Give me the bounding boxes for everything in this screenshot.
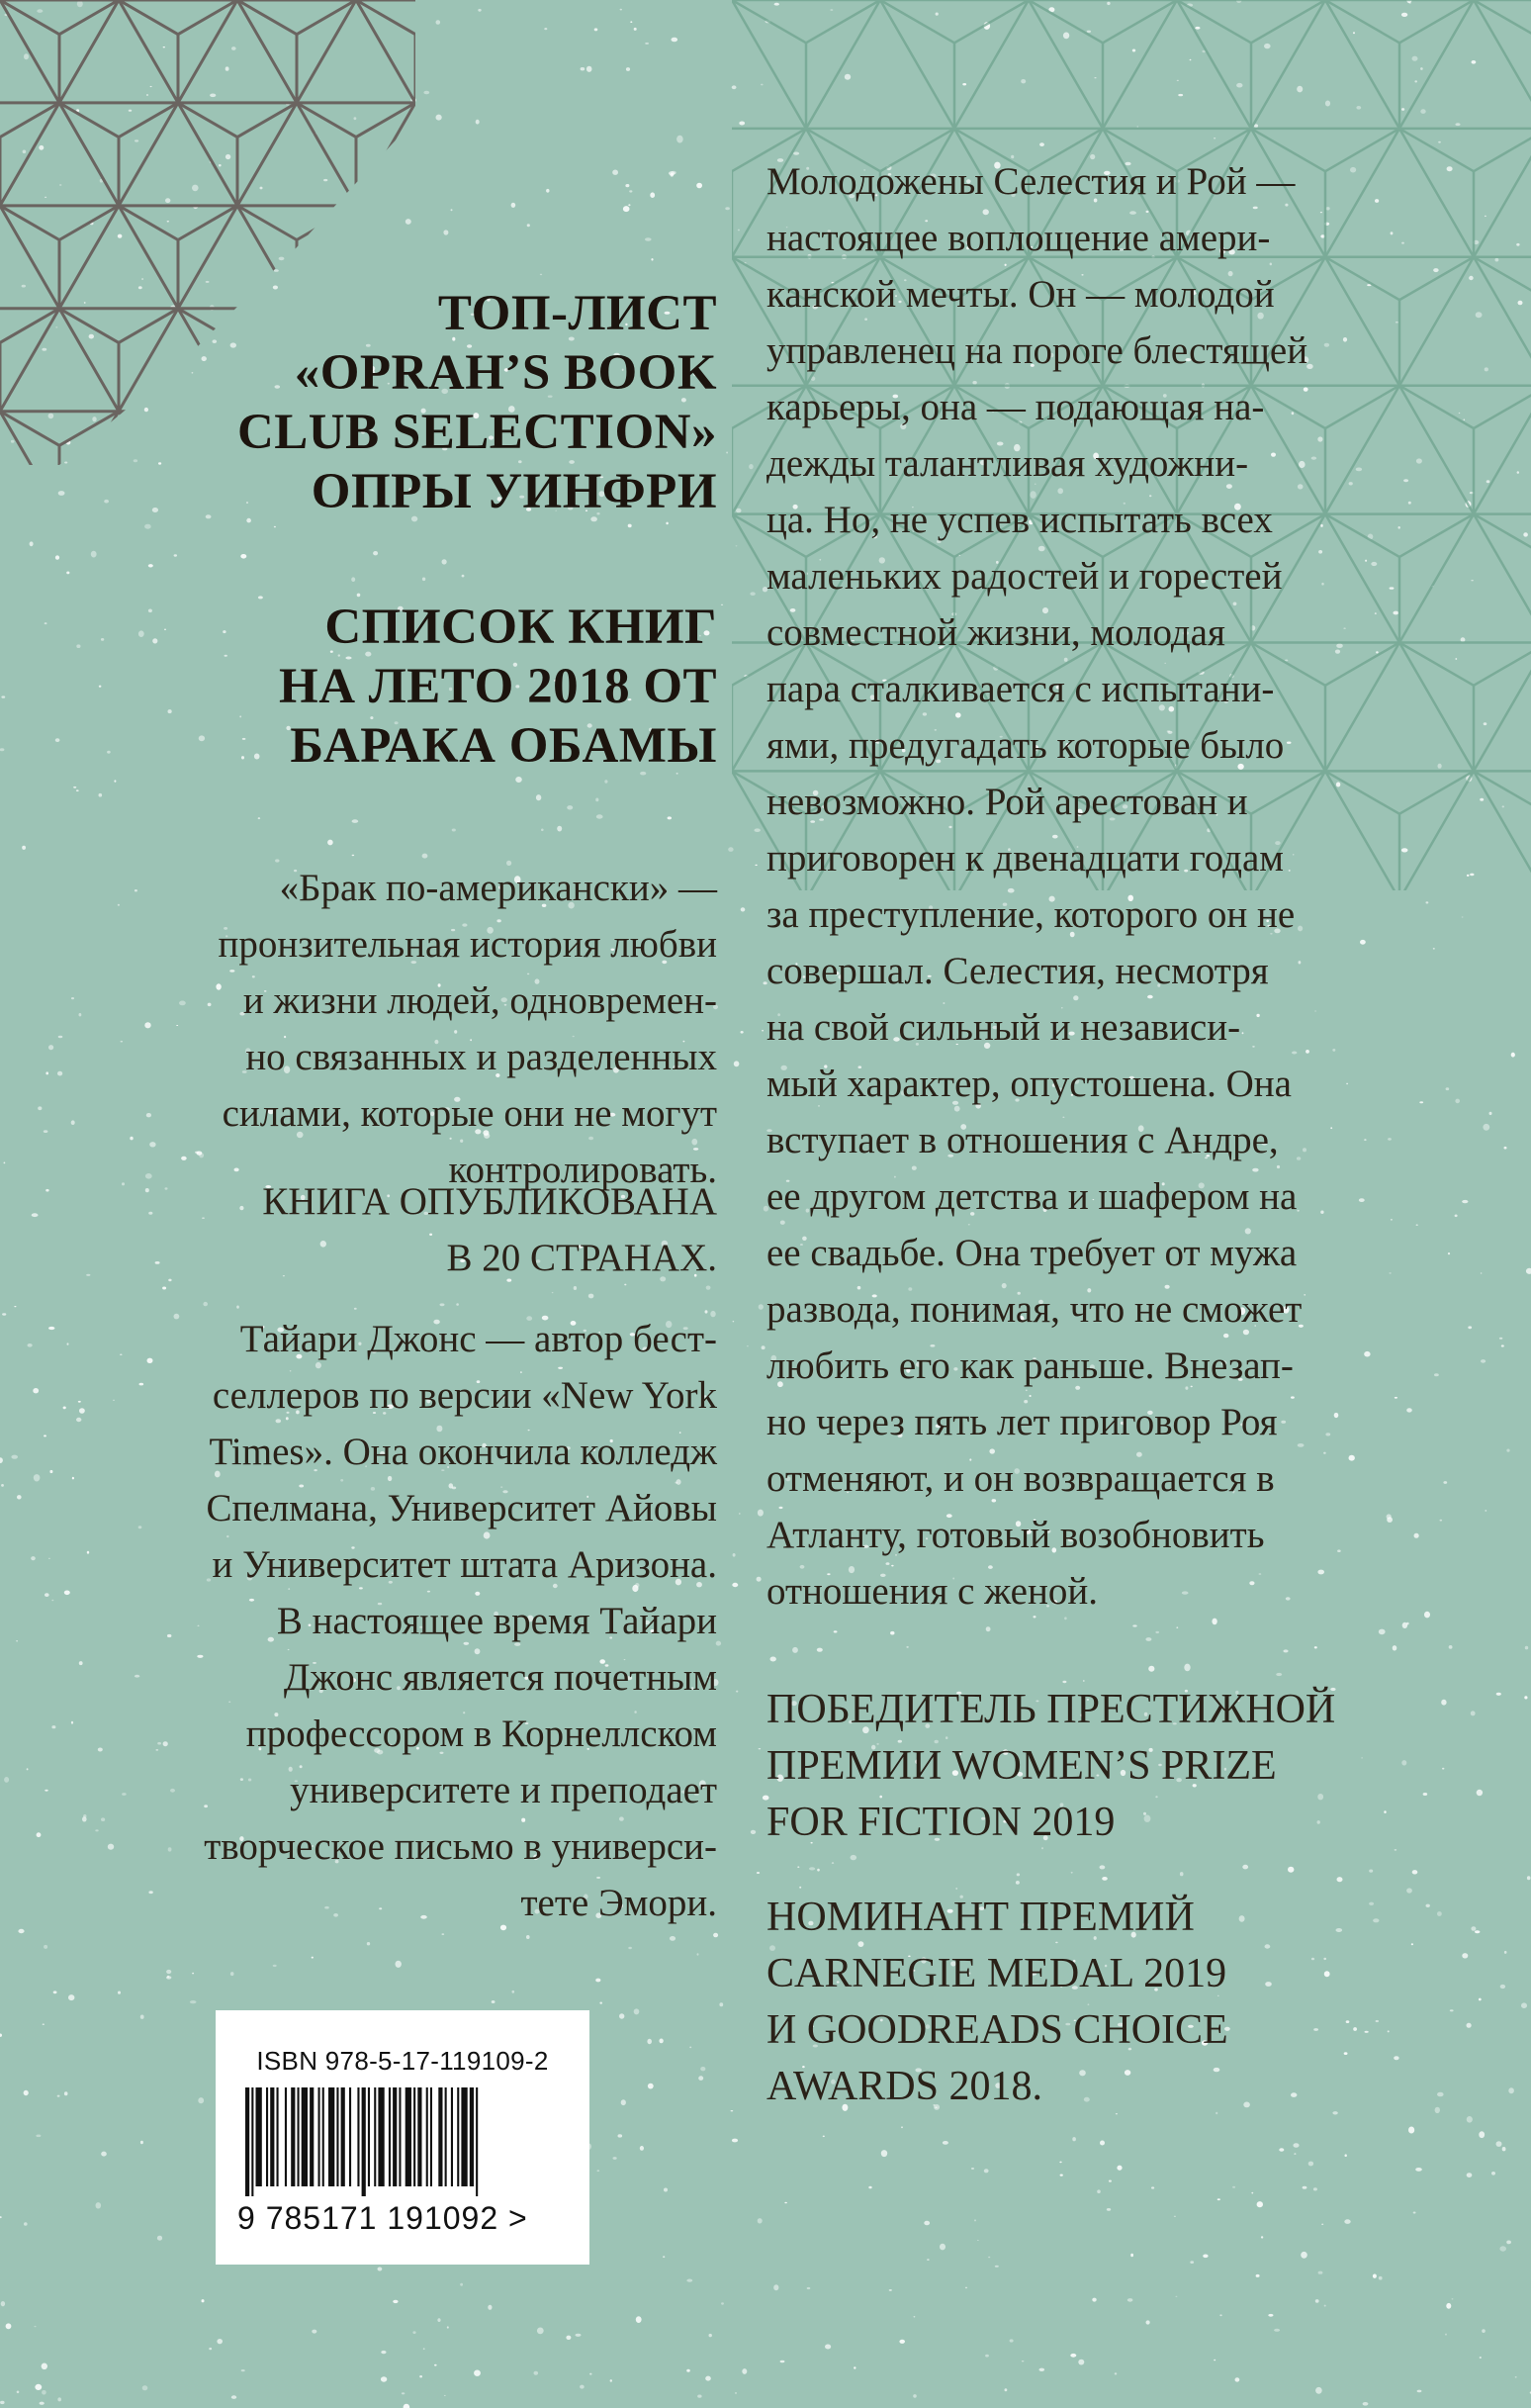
synopsis-line: управленец на пороге блестящей <box>766 329 1308 372</box>
womens-prize-winner-note <box>766 1682 1399 1851</box>
bio-line: тете Эмори. <box>520 1882 717 1924</box>
award-line: И GOODREADS CHOICE <box>766 2007 1228 2053</box>
award-line: AWARDS 2018. <box>766 2064 1042 2109</box>
synopsis <box>766 153 1399 1620</box>
synopsis-line: развода, понимая, что не сможет <box>766 1288 1303 1331</box>
award-line: НОМИНАНТ ПРЕМИЙ <box>766 1895 1195 1940</box>
bio-line: селлеров по версии «New York <box>212 1374 717 1417</box>
synopsis-line: любить его как раньше. Внезап- <box>766 1344 1294 1387</box>
blurb-line: пронзительная история любви <box>218 923 717 966</box>
synopsis-line: невозможно. Рой арестован и <box>766 781 1248 823</box>
isbn-label: ISBN 978-5-17-119109-2 <box>256 2046 549 2076</box>
bio-line: В настоящее время Тайари <box>276 1600 717 1642</box>
blurb-line: контролировать. <box>448 1149 717 1191</box>
synopsis-line: отменяют, и он возвращается в <box>766 1457 1275 1500</box>
award-line: FOR FICTION 2019 <box>766 1800 1116 1845</box>
bio-line: Спелмана, Университет Айовы <box>206 1487 717 1529</box>
bio-line: Тайари Джонс — автор бест- <box>239 1318 717 1360</box>
synopsis-line: Атланту, готовый возобновить <box>766 1514 1265 1556</box>
synopsis-line: дежды талантливая художни- <box>766 442 1249 485</box>
obama-reading-list-headline <box>99 598 717 776</box>
synopsis-line: ца. Но, не успев испытать всех <box>766 499 1273 541</box>
oprah-book-club-headline <box>99 284 717 521</box>
award-line: CARNEGIE MEDAL 2019 <box>766 1951 1227 1996</box>
synopsis-line: совершал. Селестия, несмотря <box>766 950 1269 992</box>
synopsis-line: но через пять лет приговор Роя <box>766 1401 1278 1443</box>
bio-line: творческое письмо в универси- <box>204 1825 717 1868</box>
bio-line: университете и преподает <box>290 1769 717 1811</box>
synopsis-line: пара сталкивается с испытани- <box>766 668 1275 710</box>
bio-line: Times». Она окончила колледж <box>209 1431 717 1473</box>
headline-line: ТОП-ЛИСТ <box>437 286 717 341</box>
bio-line: Джонс является почетным <box>283 1656 717 1699</box>
synopsis-line: ее другом детства и шафером на <box>766 1175 1298 1218</box>
synopsis-line: мый характер, опустошена. Она <box>766 1063 1292 1105</box>
published-line: В 20 СТРАНАХ. <box>446 1237 717 1279</box>
award-nominee-note <box>766 1890 1399 2115</box>
synopsis-line: карьеры, она — подающая на- <box>766 386 1265 428</box>
blurb-line: но связанных и разделенных <box>245 1036 717 1078</box>
synopsis-line: ями, предугадать которые было <box>766 724 1285 767</box>
synopsis-line: Молодожены Селестия и Рой — <box>766 160 1296 203</box>
synopsis-line: маленьких радостей и горестей <box>766 555 1283 598</box>
synopsis-line: отношения с женой. <box>766 1570 1098 1613</box>
award-line: ПОБЕДИТЕЛЬ ПРЕСТИЖНОЙ <box>766 1687 1336 1732</box>
synopsis-line: настоящее воплощение амери- <box>766 217 1271 259</box>
blurb-line: «Брак по-американски» — <box>279 867 717 909</box>
headline-line: «OPRAH’S BOOK <box>294 345 717 401</box>
headline-line: CLUB SELECTION» <box>236 405 717 460</box>
published-line: КНИГА ОПУБЛИКОВАНА <box>262 1180 717 1223</box>
barcode-bars <box>245 2087 560 2196</box>
book-blurb <box>99 860 717 1198</box>
headline-line: НА ЛЕТО 2018 ОТ <box>279 659 717 714</box>
synopsis-line: за преступление, которого он не <box>766 893 1296 936</box>
author-bio <box>99 1311 717 1931</box>
award-line: ПРЕМИИ WOMEN’S PRIZE <box>766 1743 1277 1789</box>
blurb-line: силами, которые они не могут <box>222 1092 717 1135</box>
bio-line: профессором в Корнеллском <box>245 1713 717 1755</box>
published-countries-note <box>99 1173 717 1286</box>
headline-line: СПИСОК КНИГ <box>324 600 717 655</box>
headline-line: БАРАКА ОБАМЫ <box>290 718 717 774</box>
bio-line: и Университет штата Аризона. <box>212 1543 717 1586</box>
blurb-line: и жизни людей, одновремен- <box>242 979 717 1022</box>
synopsis-line: канской мечты. Он — молодой <box>766 273 1275 316</box>
synopsis-line: приговорен к двенадцати годам <box>766 837 1284 880</box>
synopsis-line: ее свадьбе. Она требует от мужа <box>766 1232 1298 1274</box>
synopsis-line: совместной жизни, молодая <box>766 611 1225 654</box>
synopsis-line: вступает в отношения с Андре, <box>766 1119 1279 1161</box>
synopsis-line: на свой сильный и независи- <box>766 1006 1241 1049</box>
isbn-barcode-box <box>216 2010 589 2265</box>
headline-line: ОПРЫ УИНФРИ <box>311 464 717 519</box>
barcode-digits: 9 785171 191092 > <box>237 2200 528 2236</box>
